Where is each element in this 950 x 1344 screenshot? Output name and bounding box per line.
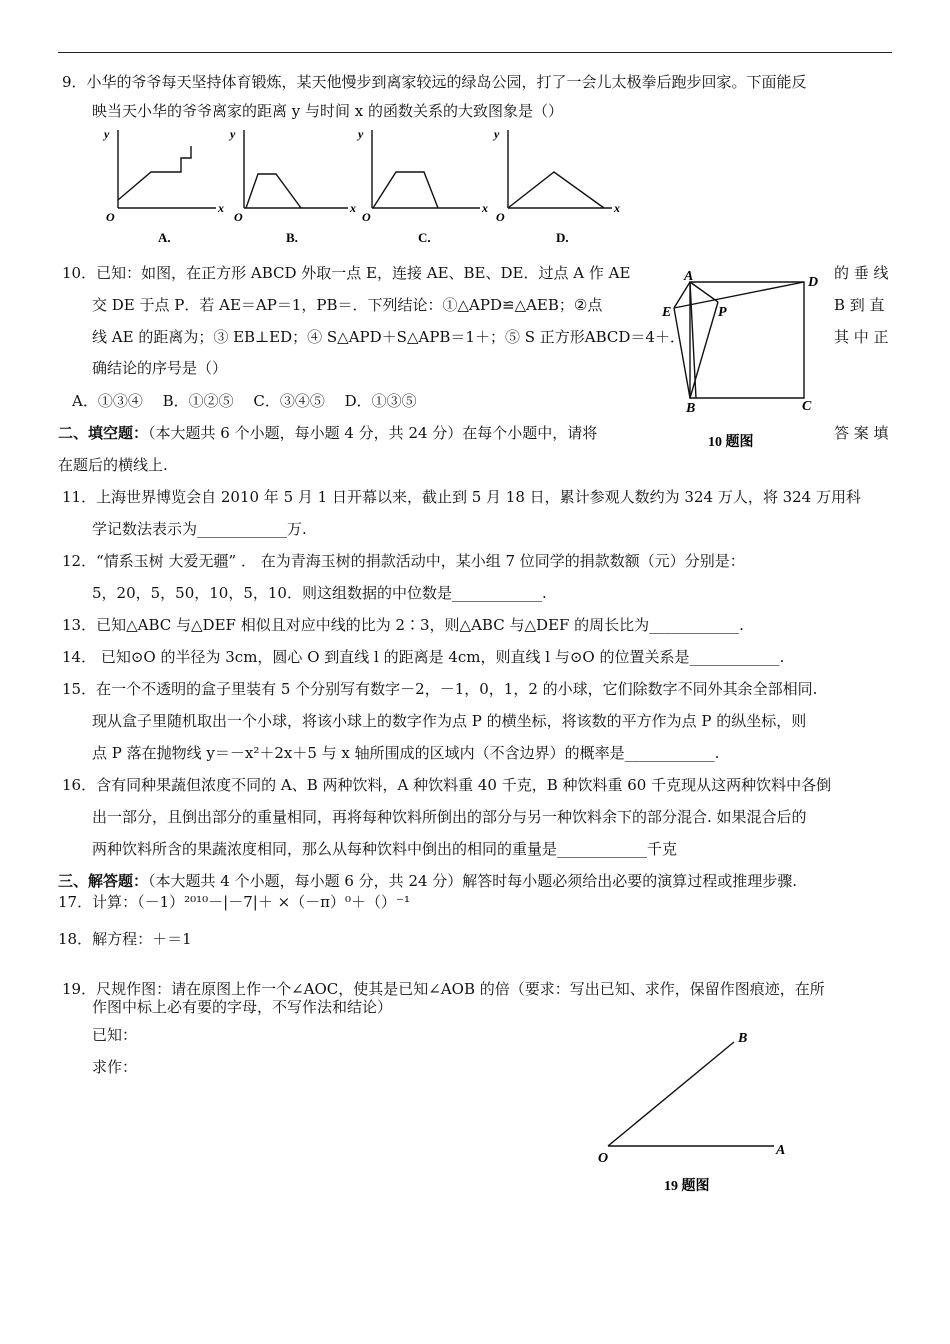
graph-d-x-label: x (614, 201, 620, 215)
graph-a-label: A. (158, 230, 171, 245)
q10-caption: 10 题图 (708, 435, 754, 450)
point-c-label: C (802, 399, 812, 414)
graph-c-x-label: x (482, 201, 488, 215)
graph-d-origin: O (496, 210, 505, 224)
q19-caption: 19 题图 (664, 1179, 710, 1194)
sec2-header (58, 423, 597, 443)
graph-b-origin: O (234, 210, 243, 224)
graph-c-origin: O (362, 210, 371, 224)
q19-known: 已知： (92, 1026, 138, 1044)
q10-line3: 线 AE 的距离为；③ EB⊥ED；④ S△APD＋S△APB＝1＋；⑤ S 正方形ABCD＝4＋． (92, 328, 685, 346)
q19-construct: 求作： (92, 1058, 138, 1076)
graph-d-y-label: y (494, 127, 500, 141)
point-e-label: E (662, 305, 672, 320)
graph-b-x-label: x (350, 201, 356, 215)
sec2-title: 二、填空题： (58, 424, 149, 442)
point-d-label: D (808, 275, 819, 290)
q15-line1: 15．在一个不透明的盒子里装有 5 个分别写有数字－2，－1，0，1，2 的小球，它们除数字不同外其余全部相同. (62, 680, 818, 698)
q10-line1: 10．已知：如图，在正方形 ABCD 外取一点 E，连接 AE、BE、DE．过点 A 作 AE (62, 264, 631, 282)
q10-line4: 确结论的序号是（） (92, 359, 228, 377)
q10-figure (660, 264, 830, 452)
point-b-label-19: B (738, 1031, 748, 1046)
sec3-title: 三、解答题： (58, 872, 149, 890)
segment-ae (674, 282, 690, 308)
graph-a-origin: O (106, 210, 115, 224)
q9-line2: 映当天小华的爷爷离家的距离 y 与时间 x 的函数关系的大致图象是（） (92, 102, 564, 120)
point-b-label: B (686, 401, 696, 416)
q19-figure (590, 1022, 800, 1200)
sec3-header (58, 871, 797, 891)
sec2-line2: 在题后的横线上. (58, 456, 168, 474)
q17: 17．计算：（－1）²⁰¹⁰－|－7|＋ ×（－π）⁰＋（）⁻¹ (58, 893, 410, 911)
point-a-label: A (684, 269, 694, 284)
q14: 14． 已知⊙O 的半径为 3cm，圆心 O 到直线 l 的距离是 4cm，则直线 l 与⊙O 的位置关系是____________. (62, 648, 785, 666)
sec2-right: 答 案 填 (834, 424, 889, 442)
graph-b-y-label: y (230, 127, 236, 141)
q10-options: A．①③④ B．①②⑤ C．③④⑤ D．①③⑤ (72, 392, 417, 410)
ray-ob (608, 1042, 734, 1146)
graph-c-curve (373, 172, 438, 208)
graph-c-y-label: y (358, 127, 364, 141)
graph-a-curve (118, 146, 191, 200)
segment-ap (690, 282, 718, 302)
segment-ab-diag (690, 282, 696, 398)
sec2-desc: （本大题共 6 个小题，每小题 4 分，共 24 分）在每个小题中，请将 (148, 424, 598, 442)
q15-line3: 点 P 落在抛物线 y＝－x²＋2x＋5 与 x 轴所围成的区域内（不含边界）的概率是____________. (92, 744, 720, 762)
q10-line2-right: B 到 直 (834, 296, 885, 314)
q13: 13．已知△ABC 与△DEF 相似且对应中线的比为 2∶3，则△ABC 与△DEF 的周长比为____________. (62, 616, 744, 634)
q9-graphs (96, 124, 636, 250)
graph-d-curve (508, 172, 604, 208)
graph-a-y-label: y (104, 127, 110, 141)
q11-line2: 学记数法表示为____________万. (92, 520, 307, 538)
header-rule (58, 52, 892, 53)
q16-line1: 16．含有同种果蔬但浓度不同的 A、B 两种饮料，A 种饮料重 40 千克，B 种饮料重 60 千克现从这两种饮料中各倒 (62, 776, 832, 794)
segment-ed (674, 282, 804, 308)
graph-a-x-label: x (218, 201, 224, 215)
q10-line1-right: 的 垂 线 (834, 264, 889, 282)
q19-line1: 19．尺规作图：请在原图上作一个∠AOC，使其是已知∠AOB 的倍（要求：写出已知、求作，保留作图痕迹，在所 (62, 980, 825, 998)
q10-line3-right: 其 中 正 (834, 328, 889, 346)
q16-line2: 出一部分，且倒出部分的重量相同，再将每种饮料所倒出的部分与另一种饮料余下的部分混合. 如果混合后的 (92, 808, 807, 826)
q16-line3: 两种饮料所含的果蔬浓度相同，那么从每种饮料中倒出的相同的重量是____________千克 (92, 840, 678, 858)
q11-line1: 11．上海世界博览会自 2010 年 5 月 1 日开幕以来，截止到 5 月 18 日，累计参观人数约为 324 万人，将 324 万用科 (62, 488, 861, 506)
q12-line2: 5，20，5，50，10，5，10．则这组数据的中位数是____________. (92, 584, 547, 602)
graph-b-curve (246, 174, 301, 208)
graph-b-label: B. (286, 230, 298, 245)
graph-d-label: D. (556, 230, 569, 245)
q18: 18．解方程：＋＝1 (58, 930, 192, 948)
q12-line1: 12．“情系玉树 大爱无疆” ． 在为青海玉树的捐款活动中，某小组 7 位同学的捐款数额（元）分别是： (62, 552, 745, 570)
point-a-label-19: A (776, 1143, 786, 1158)
q19-line2: 作图中标上必有要的字母，不写作法和结论） (92, 998, 393, 1016)
point-o-label-19: O (598, 1151, 609, 1166)
sec3-desc: （本大题共 4 个小题，每小题 6 分，共 24 分）解答时每小题必须给出必要的演算过程或推理步骤. (148, 872, 798, 890)
q10-line2: 交 DE 于点 P．若 AE＝AP＝1，PB＝．下列结论：①△APD≌△AEB；②点 (92, 296, 603, 314)
graph-c-label: C. (418, 230, 431, 245)
segment-eb (674, 308, 690, 398)
q15-line2: 现从盒子里随机取出一个小球，将该小球上的数字作为点 P 的横坐标，将该数的平方作为点 P 的纵坐标，则 (92, 712, 807, 730)
point-p-label: P (718, 305, 727, 320)
q9-line1: 9．小华的爷爷每天坚持体育锻炼，某天他慢步到离家较远的绿岛公园，打了一会儿太极拳后跑步回家。下面能反 (62, 73, 807, 91)
